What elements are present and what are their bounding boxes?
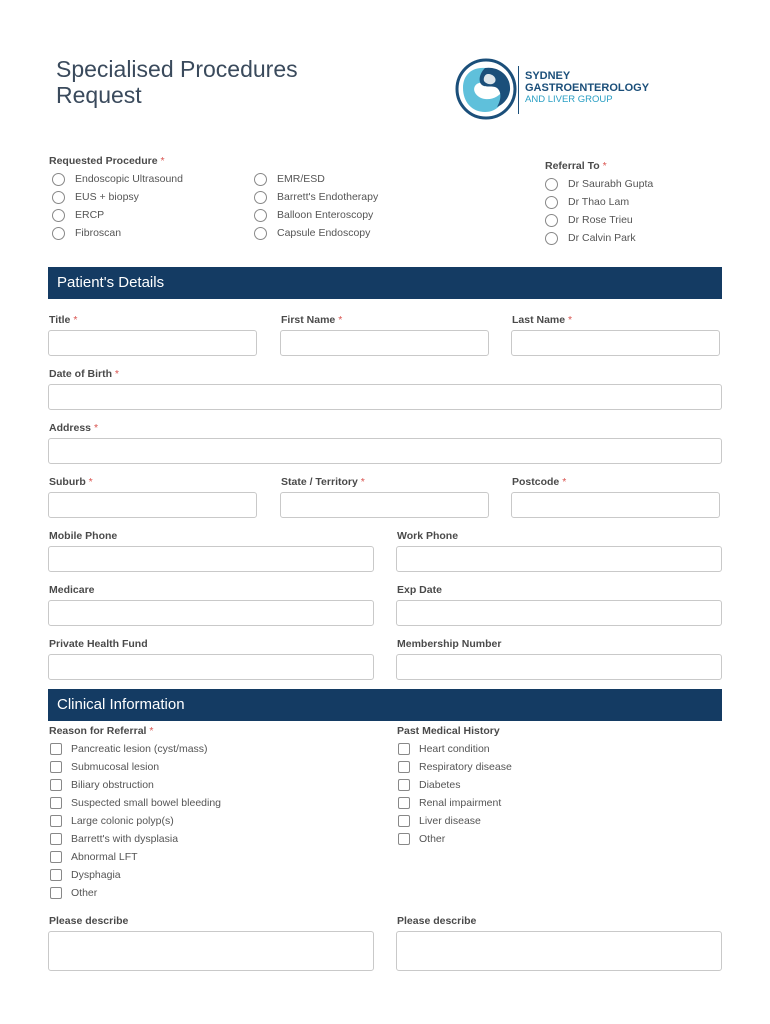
option-label: ERCP: [75, 209, 105, 221]
procedure-option-eus-biopsy[interactable]: [52, 188, 183, 206]
option-label: Other: [419, 833, 446, 845]
radio-button[interactable]: [52, 173, 65, 186]
describe-history-label: Please describe: [397, 915, 477, 927]
mobile-phone-label: Mobile Phone: [49, 530, 118, 542]
postcode-input[interactable]: [511, 492, 720, 518]
checkbox[interactable]: [50, 851, 62, 863]
last-name-input[interactable]: [511, 330, 720, 356]
checkbox[interactable]: [398, 761, 410, 773]
option-label: EMR/ESD: [277, 173, 325, 185]
address-input[interactable]: [48, 438, 722, 464]
option-label: EUS + biopsy: [75, 191, 139, 203]
option-label: Dysphagia: [71, 869, 121, 881]
option-label: Abnormal LFT: [71, 851, 138, 863]
radio-button[interactable]: [52, 227, 65, 240]
describe-reason-label: Please describe: [49, 915, 129, 927]
describe-reason-input[interactable]: [48, 931, 374, 971]
membership-number-label: Membership Number: [397, 638, 502, 650]
reason-option-dysphagia[interactable]: [50, 866, 221, 884]
reason-option-pancreatic-lesion-cyst-mass[interactable]: [50, 740, 221, 758]
past-medical-history-label: Past Medical History: [397, 725, 500, 737]
option-label: Renal impairment: [419, 797, 502, 809]
reason-option-submucosal-lesion[interactable]: [50, 758, 221, 776]
option-label: Biliary obstruction: [71, 779, 154, 791]
checkbox[interactable]: [398, 833, 410, 845]
state-label: State / Territory *: [281, 476, 365, 488]
referral-to-options: [545, 175, 653, 247]
suburb-input[interactable]: [48, 492, 257, 518]
logo-divider: [518, 66, 519, 114]
referral-option-dr-rose-trieu[interactable]: [545, 211, 653, 229]
option-label: Barrett's with dysplasia: [71, 833, 179, 845]
option-label: Dr Rose Trieu: [568, 214, 633, 226]
section-header-patient-details: Patient's Details: [48, 267, 722, 299]
radio-button[interactable]: [545, 232, 558, 245]
checkbox[interactable]: [50, 797, 62, 809]
history-option-heart-condition[interactable]: [398, 740, 512, 758]
reason-option-biliary-obstruction[interactable]: [50, 776, 221, 794]
radio-button[interactable]: [545, 214, 558, 227]
procedure-option-capsule-endoscopy[interactable]: [254, 224, 378, 242]
checkbox[interactable]: [50, 887, 62, 899]
checkbox[interactable]: [50, 815, 62, 827]
radio-button[interactable]: [254, 209, 267, 222]
dob-input[interactable]: [48, 384, 722, 410]
option-label: Respiratory disease: [419, 761, 512, 773]
procedure-option-emr-esd[interactable]: [254, 170, 378, 188]
checkbox[interactable]: [398, 797, 410, 809]
stomach-liver-logo-icon: [455, 58, 517, 120]
dob-label: Date of Birth *: [49, 368, 120, 380]
procedure-option-endoscopic-ultrasound[interactable]: [52, 170, 183, 188]
procedure-options-col1: [52, 170, 183, 242]
option-label: Large colonic polyp(s): [71, 815, 174, 827]
mobile-phone-input[interactable]: [48, 546, 374, 572]
procedure-option-fibroscan[interactable]: [52, 224, 183, 242]
radio-button[interactable]: [254, 191, 267, 204]
procedure-option-ercp[interactable]: [52, 206, 183, 224]
checkbox[interactable]: [398, 779, 410, 791]
option-label: Diabetes: [419, 779, 461, 791]
exp-date-label: Exp Date: [397, 584, 442, 596]
option-label: Dr Thao Lam: [568, 196, 630, 208]
history-options: [398, 740, 512, 848]
option-label: Dr Calvin Park: [568, 232, 636, 244]
procedure-option-balloon-enteroscopy[interactable]: [254, 206, 378, 224]
address-label: Address *: [49, 422, 99, 434]
first-name-label: First Name *: [281, 314, 343, 326]
option-label: Suspected small bowel bleeding: [71, 797, 222, 809]
reason-option-suspected-small-bowel-bleeding[interactable]: [50, 794, 221, 812]
private-health-fund-input[interactable]: [48, 654, 374, 680]
referral-option-dr-calvin-park[interactable]: [545, 229, 653, 247]
work-phone-input[interactable]: [396, 546, 722, 572]
procedure-options-col2: [254, 170, 378, 242]
checkbox[interactable]: [50, 761, 62, 773]
medicare-input[interactable]: [48, 600, 374, 626]
exp-date-input[interactable]: [396, 600, 722, 626]
checkbox[interactable]: [50, 869, 62, 881]
procedure-option-barrett-s-endotherapy[interactable]: [254, 188, 378, 206]
radio-button[interactable]: [254, 227, 267, 240]
reason-option-other[interactable]: [50, 884, 221, 902]
option-label: Heart condition: [419, 743, 490, 755]
radio-button[interactable]: [52, 209, 65, 222]
option-label: Fibroscan: [75, 227, 122, 239]
medicare-label: Medicare: [49, 584, 95, 596]
option-label: Liver disease: [419, 815, 481, 827]
logo: [455, 58, 675, 120]
reason-option-barrett-s-with-dysplasia[interactable]: [50, 830, 221, 848]
checkbox[interactable]: [398, 815, 410, 827]
history-option-diabetes[interactable]: [398, 776, 512, 794]
reason-options: [50, 740, 221, 902]
radio-button[interactable]: [545, 196, 558, 209]
history-option-renal-impairment[interactable]: [398, 794, 512, 812]
first-name-input[interactable]: [280, 330, 489, 356]
referral-option-dr-thao-lam[interactable]: [545, 193, 653, 211]
logo-line1: SYDNEY: [525, 70, 571, 82]
option-label: Pancreatic lesion (cyst/mass): [71, 743, 208, 755]
logo-line3: AND LIVER GROUP: [525, 94, 613, 105]
state-input[interactable]: [280, 492, 489, 518]
reason-option-abnormal-lft[interactable]: [50, 848, 221, 866]
postcode-label: Postcode *: [512, 476, 567, 488]
history-option-liver-disease[interactable]: [398, 812, 512, 830]
work-phone-label: Work Phone: [397, 530, 459, 542]
requested-procedure-label: Requested Procedure *: [49, 155, 165, 167]
title-label: Title *: [49, 314, 78, 326]
option-label: Capsule Endoscopy: [277, 227, 371, 239]
checkbox[interactable]: [50, 779, 62, 791]
checkbox[interactable]: [50, 743, 62, 755]
title-input[interactable]: [48, 330, 257, 356]
membership-number-input[interactable]: [396, 654, 722, 680]
describe-history-input[interactable]: [396, 931, 722, 971]
option-label: Submucosal lesion: [71, 761, 160, 773]
checkbox[interactable]: [398, 743, 410, 755]
history-option-respiratory-disease[interactable]: [398, 758, 512, 776]
reason-option-large-colonic-polyp-s[interactable]: [50, 812, 221, 830]
reason-for-referral-label: Reason for Referral *: [49, 725, 154, 737]
option-label: Endoscopic Ultrasound: [75, 173, 183, 185]
radio-button[interactable]: [254, 173, 267, 186]
referral-option-dr-saurabh-gupta[interactable]: [545, 175, 653, 193]
radio-button[interactable]: [545, 178, 558, 191]
option-label: Dr Saurabh Gupta: [568, 178, 654, 190]
section-header-clinical-information: Clinical Information: [48, 689, 722, 721]
referral-to-label: Referral To *: [545, 160, 607, 172]
private-health-fund-label: Private Health Fund: [49, 638, 148, 650]
radio-button[interactable]: [52, 191, 65, 204]
history-option-other[interactable]: [398, 830, 512, 848]
checkbox[interactable]: [50, 833, 62, 845]
option-label: Other: [71, 887, 98, 899]
page-title: Specialised Procedures Request: [56, 56, 298, 108]
logo-line2: GASTROENTEROLOGY: [525, 82, 650, 94]
suburb-label: Suburb *: [49, 476, 93, 488]
option-label: Barrett's Endotherapy: [277, 191, 379, 203]
last-name-label: Last Name *: [512, 314, 573, 326]
option-label: Balloon Enteroscopy: [277, 209, 374, 221]
